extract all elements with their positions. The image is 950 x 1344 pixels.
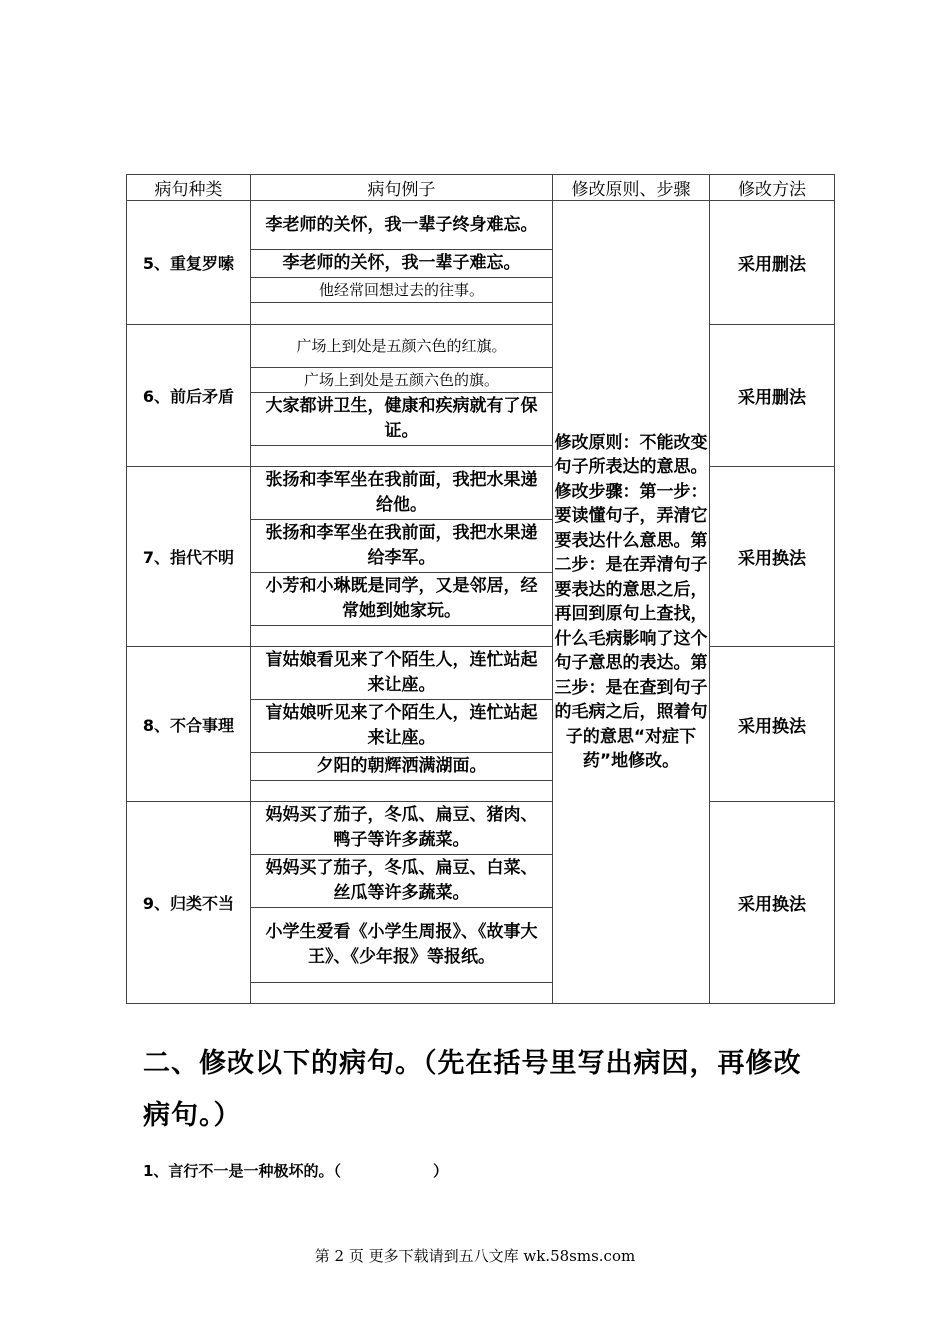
header-principle: 修改原则、步骤 xyxy=(553,175,710,201)
page-footer: 第 2 页 更多下载请到五八文库 wk.58sms.com xyxy=(314,1247,636,1265)
example-corrected: 盲姑娘听见来了个陌生人，连忙站起来让座。 xyxy=(251,700,552,753)
example-corrected: 张扬和李军坐在我前面，我把水果递给李军。 xyxy=(251,520,552,573)
correction-method: 采用删法 xyxy=(710,201,835,325)
correction-principle: 修改原则：不能改变句子所表达的意思。修改步骤：第一步：要读懂句子，弄清它要表达什么意思。第二步：是在弄清句子要表达的意思之后，再回到原句上查找，什么毛病影响了这个句子意思的表达。第三步：是在查到句子的毛病之后，照着句子的意思“对症下药”地修改。 xyxy=(553,201,710,1004)
correction-method: 采用换法 xyxy=(710,467,835,647)
example-wrong: 广场上到处是五颜六色的红旗。 xyxy=(251,325,552,368)
table-row xyxy=(127,647,835,802)
table-row xyxy=(127,325,835,467)
example-cell xyxy=(251,467,553,647)
example-blank xyxy=(251,983,552,1004)
example-cell xyxy=(251,201,553,325)
error-type: 7、指代不明 xyxy=(127,467,251,647)
correction-method: 采用换法 xyxy=(710,802,835,1004)
example-corrected: 广场上到处是五颜六色的旗。 xyxy=(251,368,552,393)
question-1-close: ） xyxy=(432,1162,448,1180)
header-method: 修改方法 xyxy=(710,175,835,201)
error-type: 8、不合事理 xyxy=(127,647,251,802)
example-cell xyxy=(251,647,553,802)
example-blank xyxy=(251,626,552,647)
error-type: 9、归类不当 xyxy=(127,802,251,1004)
example-exercise: 夕阳的朝辉洒满湖面。 xyxy=(251,753,552,781)
example-blank xyxy=(251,781,552,802)
table-row xyxy=(127,802,835,1004)
example-corrected: 李老师的关怀，我一辈子难忘。 xyxy=(251,250,552,278)
example-cell xyxy=(251,802,553,1004)
header-example: 病句例子 xyxy=(251,175,553,201)
example-corrected: 妈妈买了茄子，冬瓜、扁豆、白菜、丝瓜等许多蔬菜。 xyxy=(251,855,552,908)
question-1-text: 1、言行不一是一种极坏的。（ xyxy=(143,1162,341,1180)
table-row xyxy=(127,467,835,647)
example-exercise: 他经常回想过去的往事。 xyxy=(251,278,552,303)
header-type: 病句种类 xyxy=(127,175,251,201)
error-type: 5、重复罗嗦 xyxy=(127,201,251,325)
question-1 xyxy=(143,1160,448,1181)
example-wrong: 妈妈买了茄子，冬瓜、扁豆、猪肉、鸭子等许多蔬菜。 xyxy=(251,802,552,855)
example-exercise: 大家都讲卫生，健康和疾病就有了保证。 xyxy=(251,393,552,446)
example-blank xyxy=(251,446,552,467)
error-type: 6、前后矛盾 xyxy=(127,325,251,467)
sentence-error-table xyxy=(126,174,835,1004)
example-wrong: 盲姑娘看见来了个陌生人，连忙站起来让座。 xyxy=(251,647,552,700)
example-exercise: 小芳和小琳既是同学，又是邻居，经常她到她家玩。 xyxy=(251,573,552,626)
correction-method: 采用换法 xyxy=(710,647,835,802)
example-wrong: 张扬和李军坐在我前面，我把水果递给他。 xyxy=(251,467,552,520)
table-row xyxy=(127,201,835,325)
example-blank xyxy=(251,303,552,325)
example-exercise: 小学生爱看《小学生周报》、《故事大王》、《少年报》等报纸。 xyxy=(251,908,552,983)
example-wrong: 李老师的关怀，我一辈子终身难忘。 xyxy=(251,201,552,250)
section-heading: 二、修改以下的病句。（先在括号里写出病因，再修改病句。） xyxy=(143,1048,802,1131)
example-cell xyxy=(251,325,553,467)
correction-method: 采用删法 xyxy=(710,325,835,467)
table-header-row xyxy=(127,175,835,201)
